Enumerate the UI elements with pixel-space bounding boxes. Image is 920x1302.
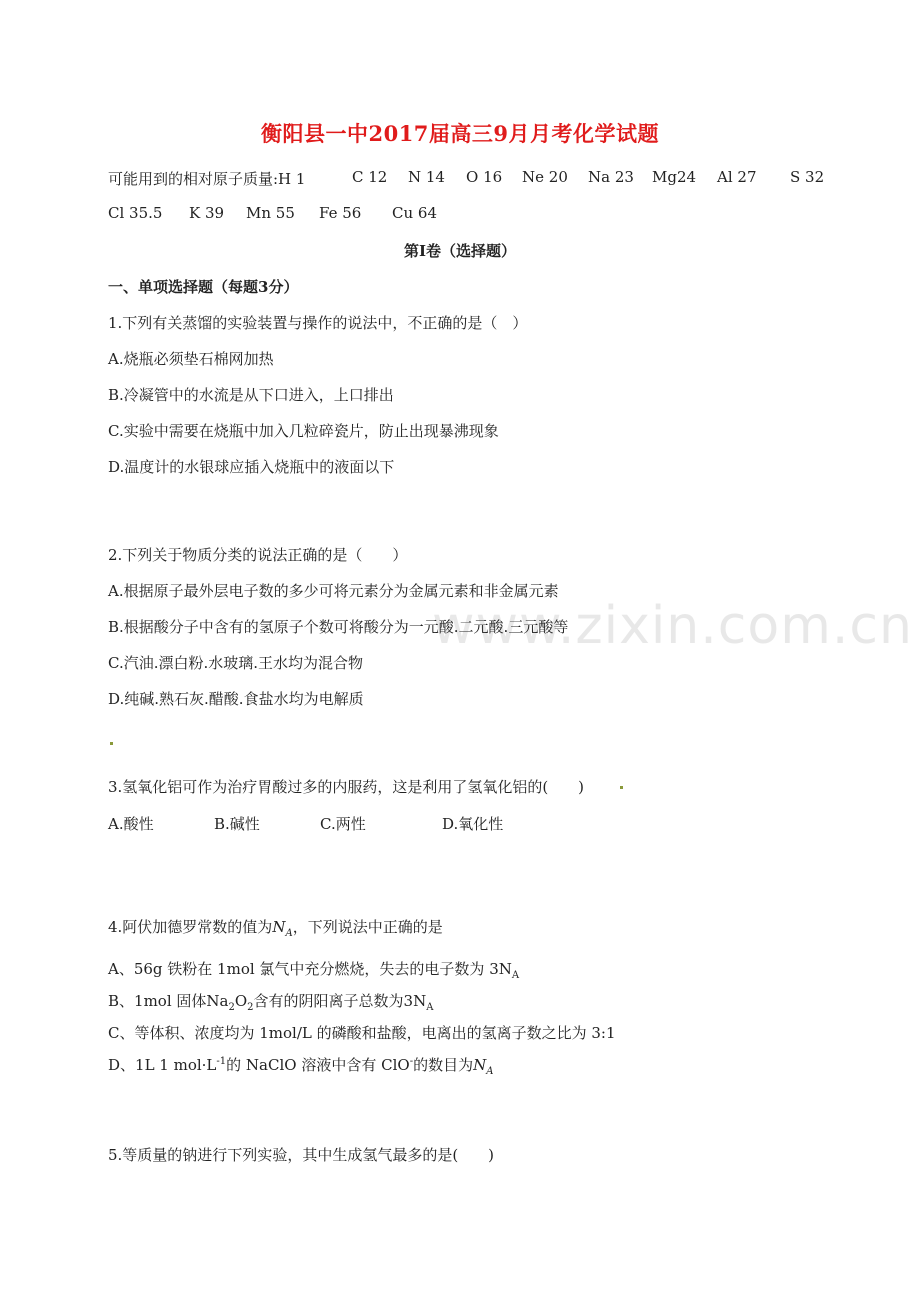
mass-item: O 16 (466, 168, 503, 186)
question-3-stem: 3.氢氧化铝可作为治疗胃酸过多的内服药，这是利用了氢氧化铝的( ) (108, 778, 585, 796)
avogadro-symbol: N (473, 1056, 487, 1074)
atomic-masses-row-1 (108, 168, 828, 188)
option-d-superscript: - (409, 1056, 414, 1067)
mass-item: Ne 20 (522, 168, 568, 186)
part-title: 第Ⅰ卷（选择题） (403, 242, 517, 260)
option-a-text: A、56g 铁粉在 1mol 氯气中充分燃烧，失去的电子数为 3N (108, 960, 512, 978)
option-b-text: O (234, 992, 248, 1010)
avogadro-symbol: N (272, 918, 286, 936)
question-1-option-b: B.冷凝管中的水流是从下口进入，上口排出 (108, 386, 394, 404)
section-title: 一、单项选择题（每题3分） (108, 278, 299, 296)
question-4-stem-tail: ，下列说法中正确的是 (292, 918, 443, 936)
mass-item: Fe 56 (319, 204, 362, 222)
option-b-text: 含有的阴阳离子总数为3N (253, 992, 427, 1010)
question-4-option-d (108, 1054, 493, 1077)
avogadro-subscript: A (486, 1066, 494, 1077)
question-4-option-b (108, 990, 433, 1013)
exam-title: 衡阳县一中2017届高三9月月考化学试题 (260, 121, 660, 146)
question-3-option-c: C.两性 (320, 815, 366, 833)
masses-label: 可能用到的相对原子质量:H 1 (108, 170, 306, 188)
mass-item: N 14 (408, 168, 445, 186)
question-3-option-a: A.酸性 (108, 815, 154, 833)
question-5-stem: 5.等质量的钠进行下列实验，其中生成氢气最多的是( ) (108, 1146, 495, 1164)
question-2-stem: 2.下列关于物质分类的说法正确的是（ ） (108, 546, 408, 564)
option-d-superscript: -1 (216, 1056, 227, 1067)
question-4-option-a (108, 958, 519, 981)
option-b-subscript: 2 (247, 1002, 254, 1013)
mass-item: Cu 64 (392, 204, 437, 222)
mass-item: Mn 55 (246, 204, 295, 222)
question-2-option-a: A.根据原子最外层电子数的多少可将元素分为金属元素和非金属元素 (108, 582, 559, 600)
mass-item: Al 27 (717, 168, 757, 186)
question-1-option-c: C.实验中需要在烧瓶中加入几粒碎瓷片，防止出现暴沸现象 (108, 422, 499, 440)
atomic-masses-row-2 (108, 204, 508, 224)
mass-item: Na 23 (588, 168, 634, 186)
speck-mark (620, 786, 623, 789)
mass-item: S 32 (790, 168, 825, 186)
question-1-option-a: A.烧瓶必须垫石棉网加热 (108, 350, 274, 368)
mass-item: K 39 (189, 204, 225, 222)
question-3-option-d: D.氧化性 (442, 815, 504, 833)
question-4-option-c: C、等体积、浓度均为 1mol/L 的磷酸和盐酸，电离出的氢离子数之比为 3:1 (108, 1024, 616, 1042)
question-4-stem (108, 916, 443, 939)
option-b-subscript: A (426, 1002, 434, 1013)
question-2-option-d: D.纯碱.熟石灰.醋酸.食盐水均为电解质 (108, 690, 364, 708)
option-d-text: 的 NaClO 溶液中含有 ClO (226, 1056, 410, 1074)
option-a-subscript: A (511, 970, 520, 981)
mass-item: Cl 35.5 (108, 204, 163, 222)
watermark: www.zixin.com.cn (432, 596, 913, 656)
question-1-stem: 1.下列有关蒸馏的实验装置与操作的说法中，不正确的是（ ） (108, 314, 528, 332)
mass-item: C 12 (352, 168, 388, 186)
question-1-option-d: D.温度计的水银球应插入烧瓶中的液面以下 (108, 458, 395, 476)
question-2-option-b: B.根据酸分子中含有的氢原子个数可将酸分为一元酸.二元酸.三元酸等 (108, 618, 569, 636)
option-d-text: 的数目为 (413, 1056, 474, 1074)
question-2-option-c: C.汽油.漂白粉.水玻璃.王水均为混合物 (108, 654, 364, 672)
mass-item: Mg24 (652, 168, 697, 186)
option-d-text: D、1L 1 mol·L (108, 1056, 217, 1074)
option-b-text: B、1mol 固体Na (108, 992, 229, 1010)
avogadro-subscript: A (285, 928, 293, 939)
question-4-stem-text: 4.阿伏加德罗常数的值为 (108, 918, 273, 936)
speck-mark (110, 742, 113, 745)
question-3-option-b: B.碱性 (214, 815, 260, 833)
option-b-subscript: 2 (228, 1002, 235, 1013)
